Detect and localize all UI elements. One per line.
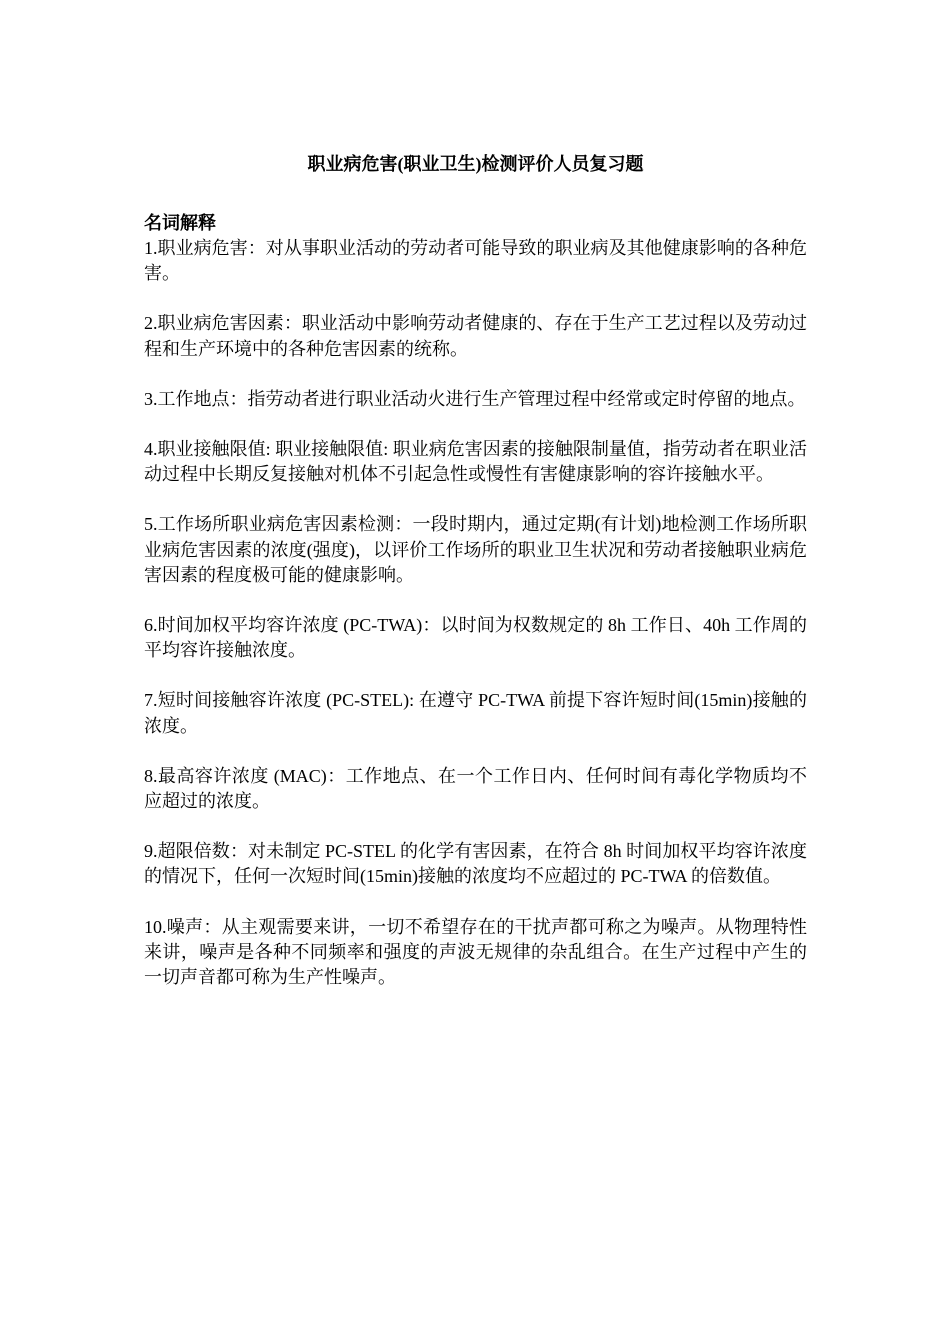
term-item-6: 6.时间加权平均容许浓度 (PC-TWA)：以时间为权数规定的 8h 工作日、40h 工作周的平均容许接触浓度。 [144, 615, 807, 661]
document-title: 职业病危害(职业卫生)检测评价人员复习题 [307, 154, 644, 174]
section-heading: 名词解释 [144, 213, 216, 233]
term-item-5: 5.工作场所职业病危害因素检测：一段时期内，通过定期(有计划)地检测工作场所职业病危害因素的浓度(强度)，以评价工作场所的职业卫生状况和劳动者接触职业病危害因素的程度极可能的健康影响。 [144, 514, 807, 585]
term-item-3: 3.工作地点：指劳动者进行职业活动火进行生产管理过程中经常或定时停留的地点。 [144, 388, 806, 409]
term-item-2: 2.职业病危害因素：职业活动中影响劳动者健康的、存在于生产工艺过程以及劳动过程和生产环境中的各种危害因素的统称。 [144, 313, 807, 359]
term-item-8: 8.最高容许浓度 (MAC)：工作地点、在一个工作日内、任何时间有毒化学物质均不应超过的浓度。 [144, 765, 807, 812]
term-item-4: 4.职业接触限值: 职业接触限值: 职业病危害因素的接触限制量值，指劳动者在职业活动过程中长期反复接触对机体不引起急性或慢性有害健康影响的容许接触水平。 [144, 439, 807, 485]
term-item-1: 1.职业病危害：对从事职业活动的劳动者可能导致的职业病及其他健康影响的各种危害。 [144, 238, 807, 284]
term-item-10: 10.噪声：从主观需要来讲，一切不希望存在的干扰声都可称之为噪声。从物理特性来讲，噪声是各种不同频率和强度的声波无规律的杂乱组合。在生产过程中产生的一切声音都可称为生产性噪声。 [144, 916, 807, 988]
term-item-9: 9.超限倍数：对未制定 PC-STEL 的化学有害因素，在符合 8h 时间加权平均容许浓度的情况下，任何一次短时间(15min)接触的浓度均不应超过的 PC-TWA 的倍数值。 [144, 841, 807, 887]
term-list [144, 236, 807, 1015]
term-item-7: 7.短时间接触容许浓度 (PC-STEL): 在遵守 PC-TWA 前提下容许短时间(15min)接触的浓度。 [144, 690, 807, 736]
